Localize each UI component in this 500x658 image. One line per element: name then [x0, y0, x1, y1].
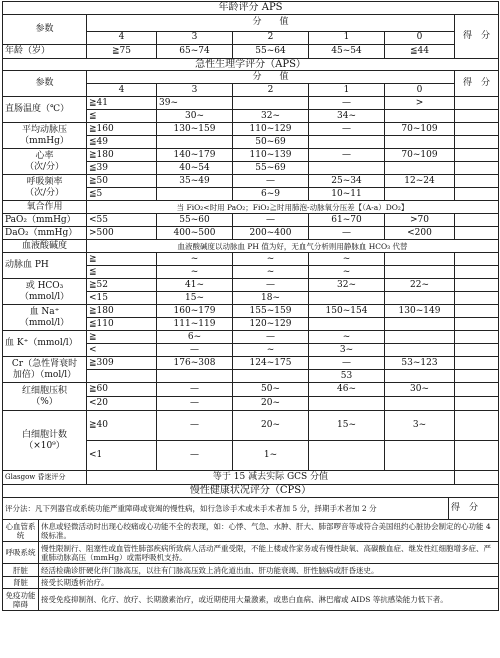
cell: 130~149	[385, 305, 455, 318]
cell: >500	[87, 227, 157, 240]
defen-cell	[455, 97, 499, 110]
defen-cell	[455, 441, 499, 471]
ab-label: 血液酸碱度	[3, 240, 87, 253]
cell: 32~	[233, 110, 309, 123]
cell	[309, 318, 385, 331]
defen-cell	[455, 253, 499, 266]
cell: <	[87, 344, 157, 357]
cell	[157, 370, 233, 383]
cps-item-label: 免疫功能障碍	[3, 589, 39, 611]
cell: 70~109	[385, 123, 455, 136]
cell: —	[233, 331, 309, 344]
cell: 111~119	[157, 318, 233, 331]
age-label: 年龄（岁）	[3, 44, 87, 58]
cell: >	[385, 97, 455, 110]
cell: 22~	[385, 279, 455, 292]
cell: —	[233, 279, 309, 292]
defen-cell	[455, 411, 499, 441]
cell: ≧50	[87, 175, 157, 188]
cell: ≧52	[87, 279, 157, 292]
cell: ≧160	[87, 123, 157, 136]
cell	[385, 441, 455, 471]
defen-header: 得 分	[455, 71, 499, 97]
defen-cell	[455, 331, 499, 344]
cell: 50~	[233, 383, 309, 397]
cell: ≧60	[87, 383, 157, 397]
cell: 15~	[157, 292, 233, 305]
cell	[233, 97, 309, 110]
row-label: 血 Na⁺ （mmol/l）	[3, 305, 87, 331]
cell: ~	[157, 266, 233, 279]
acute-physiology-table	[2, 58, 499, 486]
cell: 55~69	[233, 162, 309, 175]
oxy-label: 氧合作用	[3, 201, 87, 214]
cell: 15~	[309, 411, 385, 441]
cell: 10~11	[309, 188, 385, 201]
cps-item-label: 心血管系统	[3, 520, 39, 542]
cell: ~	[309, 266, 385, 279]
cell: 53~123	[385, 357, 455, 370]
cell: 41~	[157, 279, 233, 292]
cell: <55	[87, 214, 157, 227]
score-col: 4	[87, 31, 157, 44]
cell: —	[157, 344, 233, 357]
cps-item-text: 经活检确诊肝硬化伴门脉高压，以往有门脉高压致上消化道出血、肝功能衰竭、肝性脑病或肝昏迷史。	[39, 564, 499, 577]
cell	[87, 370, 157, 383]
cell	[385, 344, 455, 357]
cell: 160~179	[157, 305, 233, 318]
cps-item-label: 呼吸系统	[3, 542, 39, 564]
defen-cell	[455, 383, 499, 397]
row-label: 或 HCO₃ （mmol/l）	[3, 279, 87, 305]
cell: 400~500	[157, 227, 233, 240]
row-label: 心率 （次/分）	[3, 149, 87, 175]
age-value: 65~74	[157, 44, 233, 58]
cell: 130~159	[157, 123, 233, 136]
cell: ≦5	[87, 188, 157, 201]
defen-cell	[455, 305, 499, 318]
param-header: 参数	[3, 14, 87, 44]
cell: ≦	[87, 266, 157, 279]
cell: 39~	[157, 97, 233, 110]
vital-rows	[3, 97, 499, 201]
defen-cell	[455, 357, 499, 370]
cell: 140~179	[157, 149, 233, 162]
cps-rule: 评分法：凡下列器官或系统功能严重障碍或衰竭的慢性病，如行急诊手术或未手术者加 5 分，择期手术者加 2 分	[3, 498, 449, 520]
cell: <200	[385, 227, 455, 240]
cell: ≦110	[87, 318, 157, 331]
age-value: ≦44	[385, 44, 455, 58]
chronic-health-table	[2, 484, 499, 611]
cps-title: 慢性健康状况评分（CPS）	[3, 485, 499, 498]
cell: —	[309, 357, 385, 370]
acute-title: 急性生理学评分（APS）	[3, 58, 499, 71]
cell: 6~	[157, 331, 233, 344]
cps-item-text: 休息或轻微活动时出现心绞痛或心功能不全的表现，如：心悸、气急、水肿、肝大、肺部啰音等或符合美国纽约心脏协会制定的心功能 4 级标准。	[39, 520, 499, 542]
gcs-note: 等于 15 减去实际 GCS 分值	[87, 471, 455, 485]
defen-cell	[455, 123, 499, 136]
cell: 32~	[309, 279, 385, 292]
cell	[385, 370, 455, 383]
cell	[309, 397, 385, 411]
score-col: 1	[309, 84, 385, 97]
defen-header: 得 分	[455, 14, 499, 58]
cell: ≧	[87, 253, 157, 266]
cell: —	[157, 441, 233, 471]
dao2-label: DaO₂（mmHg）	[3, 227, 87, 240]
cps-item-label: 肝脏	[3, 564, 39, 577]
defen-cell	[455, 471, 499, 485]
cell: 3~	[385, 411, 455, 441]
defen-cell	[455, 370, 499, 383]
cell: ≦49	[87, 136, 157, 149]
cell: —	[157, 383, 233, 397]
defen-cell	[455, 292, 499, 305]
age-score-table	[2, 1, 499, 59]
cell: 6~9	[233, 188, 309, 201]
cps-item-text: 接受免疫抑制剂、化疗、放疗、长期激素治疗，或近期使用大量激素，或患白血病、淋巴瘤或 AIDS 等抗感染能力低下者。	[39, 589, 499, 611]
cell: 50~69	[233, 136, 309, 149]
cell: 55~60	[157, 214, 233, 227]
cps-item-text: 慢性限制行、阻塞性或血管性肺部疾病所致病人活动严重受限，不能上楼或作家务或有慢性缺氧、高碳酸血症、继发性红细胞增多症、严重肺动脉高压（mmHg）或需呼吸机支持。	[39, 542, 499, 564]
score-col: 0	[385, 31, 455, 44]
cell: 155~159	[233, 305, 309, 318]
cell: <1	[87, 441, 157, 471]
cell: <20	[87, 397, 157, 411]
cell: ≧180	[87, 149, 157, 162]
cell: —	[157, 397, 233, 411]
defen-cell	[455, 110, 499, 123]
score-col: 0	[385, 84, 455, 97]
cell: 200~400	[233, 227, 309, 240]
cell	[385, 162, 455, 175]
cell: 34~	[309, 110, 385, 123]
score-col: 3	[157, 31, 233, 44]
lab-rows	[3, 253, 499, 471]
cell: —	[157, 411, 233, 441]
defen-cell	[455, 318, 499, 331]
cell	[385, 266, 455, 279]
cell	[157, 188, 233, 201]
cell: 120~129	[233, 318, 309, 331]
row-label: 血 K⁺（mmol/l）	[3, 331, 87, 357]
cell: ~	[233, 344, 309, 357]
defen-header: 得 分	[449, 498, 499, 520]
cell	[309, 441, 385, 471]
cell: ~	[309, 331, 385, 344]
row-label: 直肠温度（℃）	[3, 97, 87, 123]
score-col: 2	[233, 31, 309, 44]
cell: 20~	[233, 411, 309, 441]
row-label: Cr（急性肾衰时 加倍）（mol/l）	[3, 357, 87, 383]
row-label: 动脉血 PH	[3, 253, 87, 279]
cell: 53	[309, 370, 385, 383]
defen-cell	[455, 149, 499, 162]
defen-cell	[455, 214, 499, 227]
score-header: 分 值	[87, 14, 455, 31]
cell	[385, 292, 455, 305]
cell	[385, 110, 455, 123]
cell	[385, 331, 455, 344]
pao2-label: PaO₂（mmHg）	[3, 214, 87, 227]
cell: ≧41	[87, 97, 157, 110]
row-label: 白细胞计数 （×10⁹）	[3, 411, 87, 471]
defen-cell	[455, 162, 499, 175]
cell: 20~	[233, 397, 309, 411]
defen-cell	[455, 175, 499, 188]
cell: 25~34	[309, 175, 385, 188]
cell: ≦	[87, 110, 157, 123]
cell: 110~129	[233, 123, 309, 136]
score-col: 1	[309, 31, 385, 44]
cell	[157, 136, 233, 149]
cell: 70~109	[385, 149, 455, 162]
cell: 124~175	[233, 357, 309, 370]
cell: —	[309, 149, 385, 162]
cps-item-text: 接受长期透析治疗。	[39, 577, 499, 589]
score-col: 4	[87, 84, 157, 97]
cell: —	[309, 123, 385, 136]
cell	[385, 318, 455, 331]
cell	[385, 253, 455, 266]
cell: 1~	[233, 441, 309, 471]
cell: <15	[87, 292, 157, 305]
score-col: 3	[157, 84, 233, 97]
cell: ≧	[87, 331, 157, 344]
score-col: 2	[233, 84, 309, 97]
cell: 18~	[233, 292, 309, 305]
defen-cell	[455, 266, 499, 279]
cell: —	[233, 175, 309, 188]
cps-item-label: 肾脏	[3, 577, 39, 589]
cell: 35~49	[157, 175, 233, 188]
cell	[385, 397, 455, 411]
cell: ≧309	[87, 357, 157, 370]
cell: ≧40	[87, 411, 157, 441]
aps-title: 年龄评分 APS	[3, 2, 499, 15]
cell: 30~	[157, 110, 233, 123]
cell: 61~70	[309, 214, 385, 227]
defen-cell	[455, 279, 499, 292]
cell: 12~24	[385, 175, 455, 188]
ab-note: 血液酸碱度以动脉血 PH 值为好，无血气分析则用静脉血 HCO₃ 代替	[87, 240, 499, 253]
cell	[309, 162, 385, 175]
defen-cell	[455, 188, 499, 201]
age-value: 55~64	[233, 44, 309, 58]
cell: —	[309, 97, 385, 110]
cell	[309, 292, 385, 305]
defen-cell	[455, 227, 499, 240]
row-label: 平均动脉压 （mmHg）	[3, 123, 87, 149]
cell	[309, 136, 385, 149]
cell: —	[309, 227, 385, 240]
defen-cell	[455, 397, 499, 411]
cell	[233, 370, 309, 383]
row-label: 红细胞压积 （%）	[3, 383, 87, 411]
cell: ~	[157, 253, 233, 266]
cell: ≧180	[87, 305, 157, 318]
scoring-sheet	[2, 1, 498, 611]
age-value: 45~54	[309, 44, 385, 58]
cell: 110~139	[233, 149, 309, 162]
cell: ~	[309, 253, 385, 266]
score-header: 分 值	[87, 71, 455, 84]
cell: 40~54	[157, 162, 233, 175]
cell: 46~	[309, 383, 385, 397]
defen-cell	[455, 344, 499, 357]
cell: ~	[233, 266, 309, 279]
param-header: 参数	[3, 71, 87, 97]
gcs-label: Glasgow 昏迷评分	[3, 471, 87, 485]
row-label: 呼吸频率 （次/分）	[3, 175, 87, 201]
defen-cell	[455, 136, 499, 149]
cell: 30~	[385, 383, 455, 397]
cell: 3~	[309, 344, 385, 357]
cell: ≦39	[87, 162, 157, 175]
age-value: ≧75	[87, 44, 157, 58]
cell	[385, 136, 455, 149]
cell: 176~308	[157, 357, 233, 370]
cell: >70	[385, 214, 455, 227]
cell: 150~154	[309, 305, 385, 318]
cell: ~	[233, 253, 309, 266]
cell: —	[233, 214, 309, 227]
oxy-note: 当 FiO₂<时用 PaO₂；FiO₂≧时用肺泡-动脉氧分压差【（A-a）DO₂】	[87, 201, 499, 214]
cell	[385, 188, 455, 201]
